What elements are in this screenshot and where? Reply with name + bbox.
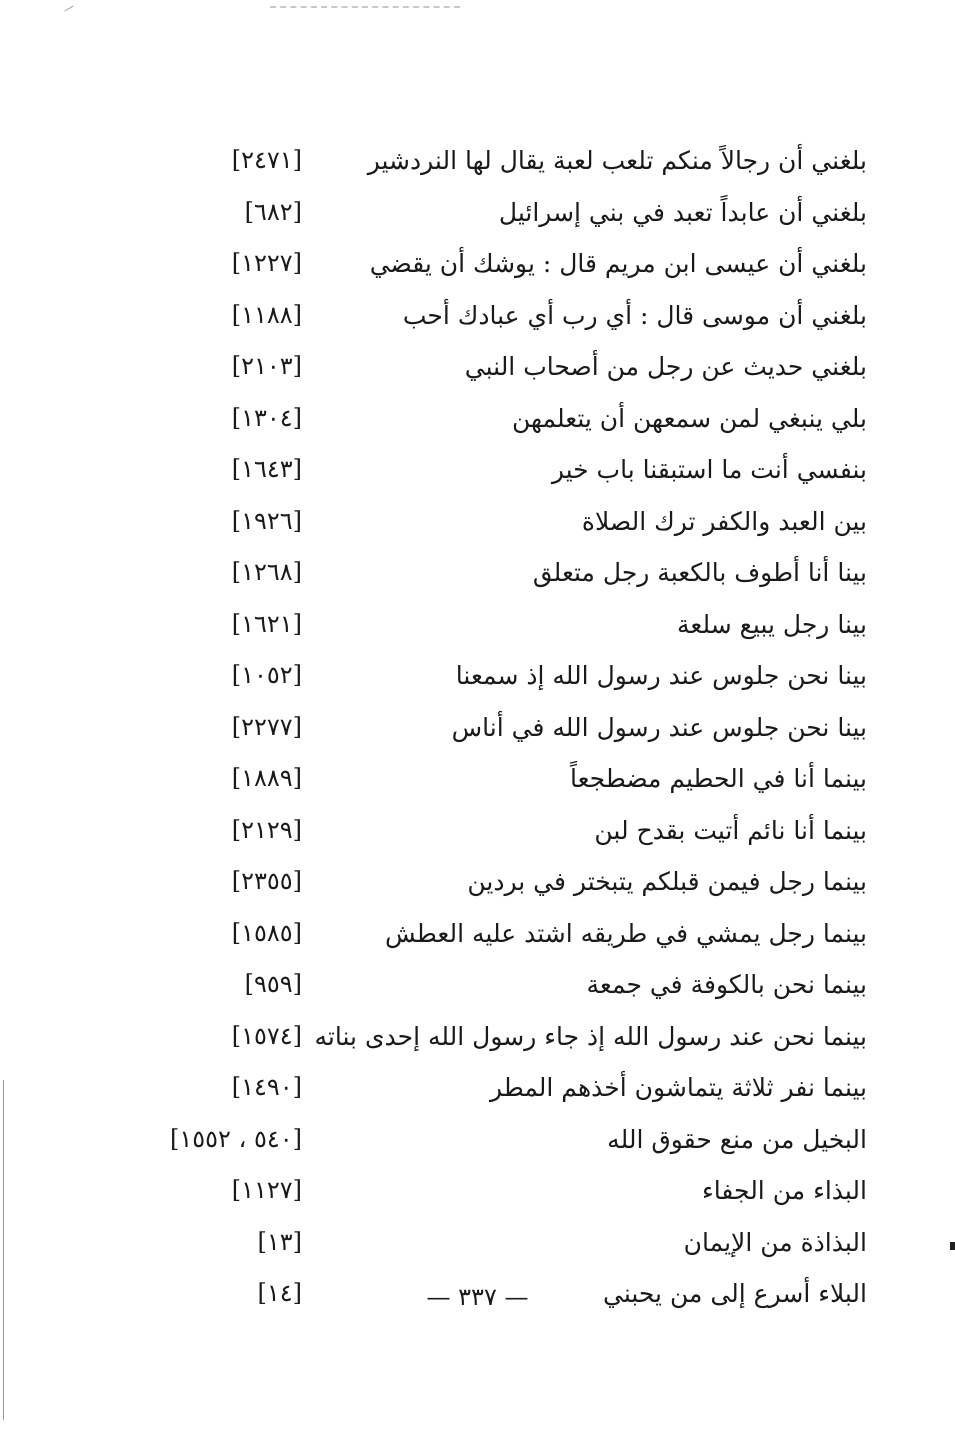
index-entry <box>0 552 955 604</box>
index-entry <box>0 449 955 501</box>
index-entry <box>0 913 955 965</box>
entry-reference: [١٢٢٧] <box>231 249 302 277</box>
index-entry <box>0 192 955 244</box>
entry-reference: [١٥٧٤] <box>231 1021 302 1050</box>
entry-reference: [٢١٢٩] <box>231 815 302 844</box>
entry-reference: [٢١٠٣] <box>231 352 302 380</box>
index-entry <box>0 1170 955 1222</box>
entry-text: بينما نفر ثلاثة يتماشون أخذهم المطر <box>490 1073 867 1102</box>
index-entry <box>0 1119 955 1171</box>
index-entry <box>0 295 955 347</box>
index-entry <box>0 1222 955 1274</box>
entry-text: بينا نحن جلوس عند رسول الله في أناس <box>451 712 867 742</box>
entry-reference: [١٤] <box>257 1279 302 1307</box>
entry-text: بين العبد والكفر ترك الصلاة <box>581 506 867 536</box>
entry-reference: [٢٢٧٧] <box>231 712 302 741</box>
entry-text: بلغني أن رجالاً منكم تلعب لعبة يقال لها النردشير <box>367 146 867 175</box>
entry-reference: [١٢٦٨] <box>231 558 302 586</box>
header-dashes <box>270 6 460 10</box>
entry-reference: [١٦٤٣] <box>231 455 302 483</box>
entry-text: بينما أنا نائم أتيت بقدح لبن <box>594 815 867 845</box>
index-entry <box>0 604 955 656</box>
index-entry <box>0 501 955 553</box>
entry-text: البلاء أسرع إلى من يحبني <box>602 1279 867 1308</box>
index-entry <box>0 655 955 707</box>
index-entry <box>0 398 955 450</box>
entry-reference: [١١٢٧] <box>231 1176 302 1204</box>
entry-reference: [٦٨٢] <box>244 197 302 226</box>
entry-text: البذاء من الجفاء <box>702 1176 867 1205</box>
entry-reference: [١٣٠٤] <box>231 403 302 432</box>
entry-reference: [٢٣٥٥] <box>231 867 302 895</box>
index-entry <box>0 140 955 192</box>
entry-reference: [١٦٢١] <box>231 609 302 638</box>
index-entry <box>0 707 955 759</box>
entry-reference: [١١٨٨] <box>231 300 302 329</box>
index-entry <box>0 346 955 398</box>
entry-reference: [١٩٢٦] <box>231 506 302 535</box>
hadith-index-list <box>0 140 955 1325</box>
entry-reference: [٢٤٧١] <box>231 146 302 174</box>
entry-text: بينا رجل يبيع سلعة <box>676 609 867 639</box>
entry-reference: [١٥٨٥] <box>231 918 302 947</box>
entry-reference: [١٠٥٢] <box>231 661 302 689</box>
entry-text: بينما رجل فيمن قبلكم يتبختر في بردين <box>467 867 867 896</box>
entry-reference: [١٨٨٩] <box>231 764 302 792</box>
entry-text: البذاذة من الإيمان <box>683 1227 867 1257</box>
scan-mark <box>64 6 73 12</box>
entry-text: بلغني حديث عن رجل من أصحاب النبي <box>464 352 867 381</box>
entry-text: بينا أنا أطوف بالكعبة رجل متعلق <box>532 558 867 587</box>
entry-reference: [٥٤٠ ، ١٥٥٢] <box>170 1124 302 1153</box>
entry-text: بلغني أن عابداً تعبد في بني إسرائيل <box>498 197 867 227</box>
index-entry <box>0 861 955 913</box>
page-number: — ٣٣٧ — <box>426 1283 529 1311</box>
entry-text: بلغني أن عيسى ابن مريم قال : يوشك أن يقضي <box>369 249 867 278</box>
entry-reference: [١٤٩٠] <box>231 1073 302 1101</box>
entry-text: بلغني أن موسى قال : أي رب أي عبادك أحب <box>402 300 867 330</box>
entry-text: بلي ينبغي لمن سمعهن أن يتعلمهن <box>511 403 867 433</box>
entry-text: بنفسي أنت ما استبقنا باب خير <box>551 455 867 484</box>
index-entry <box>0 243 955 295</box>
entry-text: البخيل من منع حقوق الله <box>607 1124 867 1154</box>
entry-text: بينما أنا في الحطيم مضطجعاً <box>570 764 867 793</box>
entry-text: بينا نحن جلوس عند رسول الله إذ سمعنا <box>455 661 867 690</box>
entry-text: بينما نحن بالكوفة في جمعة <box>586 970 867 999</box>
index-entry <box>0 1067 955 1119</box>
index-entry <box>0 810 955 862</box>
entry-reference: [١٣] <box>257 1227 302 1256</box>
index-entry <box>0 964 955 1016</box>
index-entry <box>0 1016 955 1068</box>
entry-reference: [٩٥٩] <box>244 970 302 998</box>
entry-text: بينما نحن عند رسول الله إذ جاء رسول الله إحدى بناته <box>314 1021 867 1051</box>
entry-text: بينما رجل يمشي في طريقه اشتد عليه العطش <box>385 918 867 948</box>
index-entry <box>0 758 955 810</box>
